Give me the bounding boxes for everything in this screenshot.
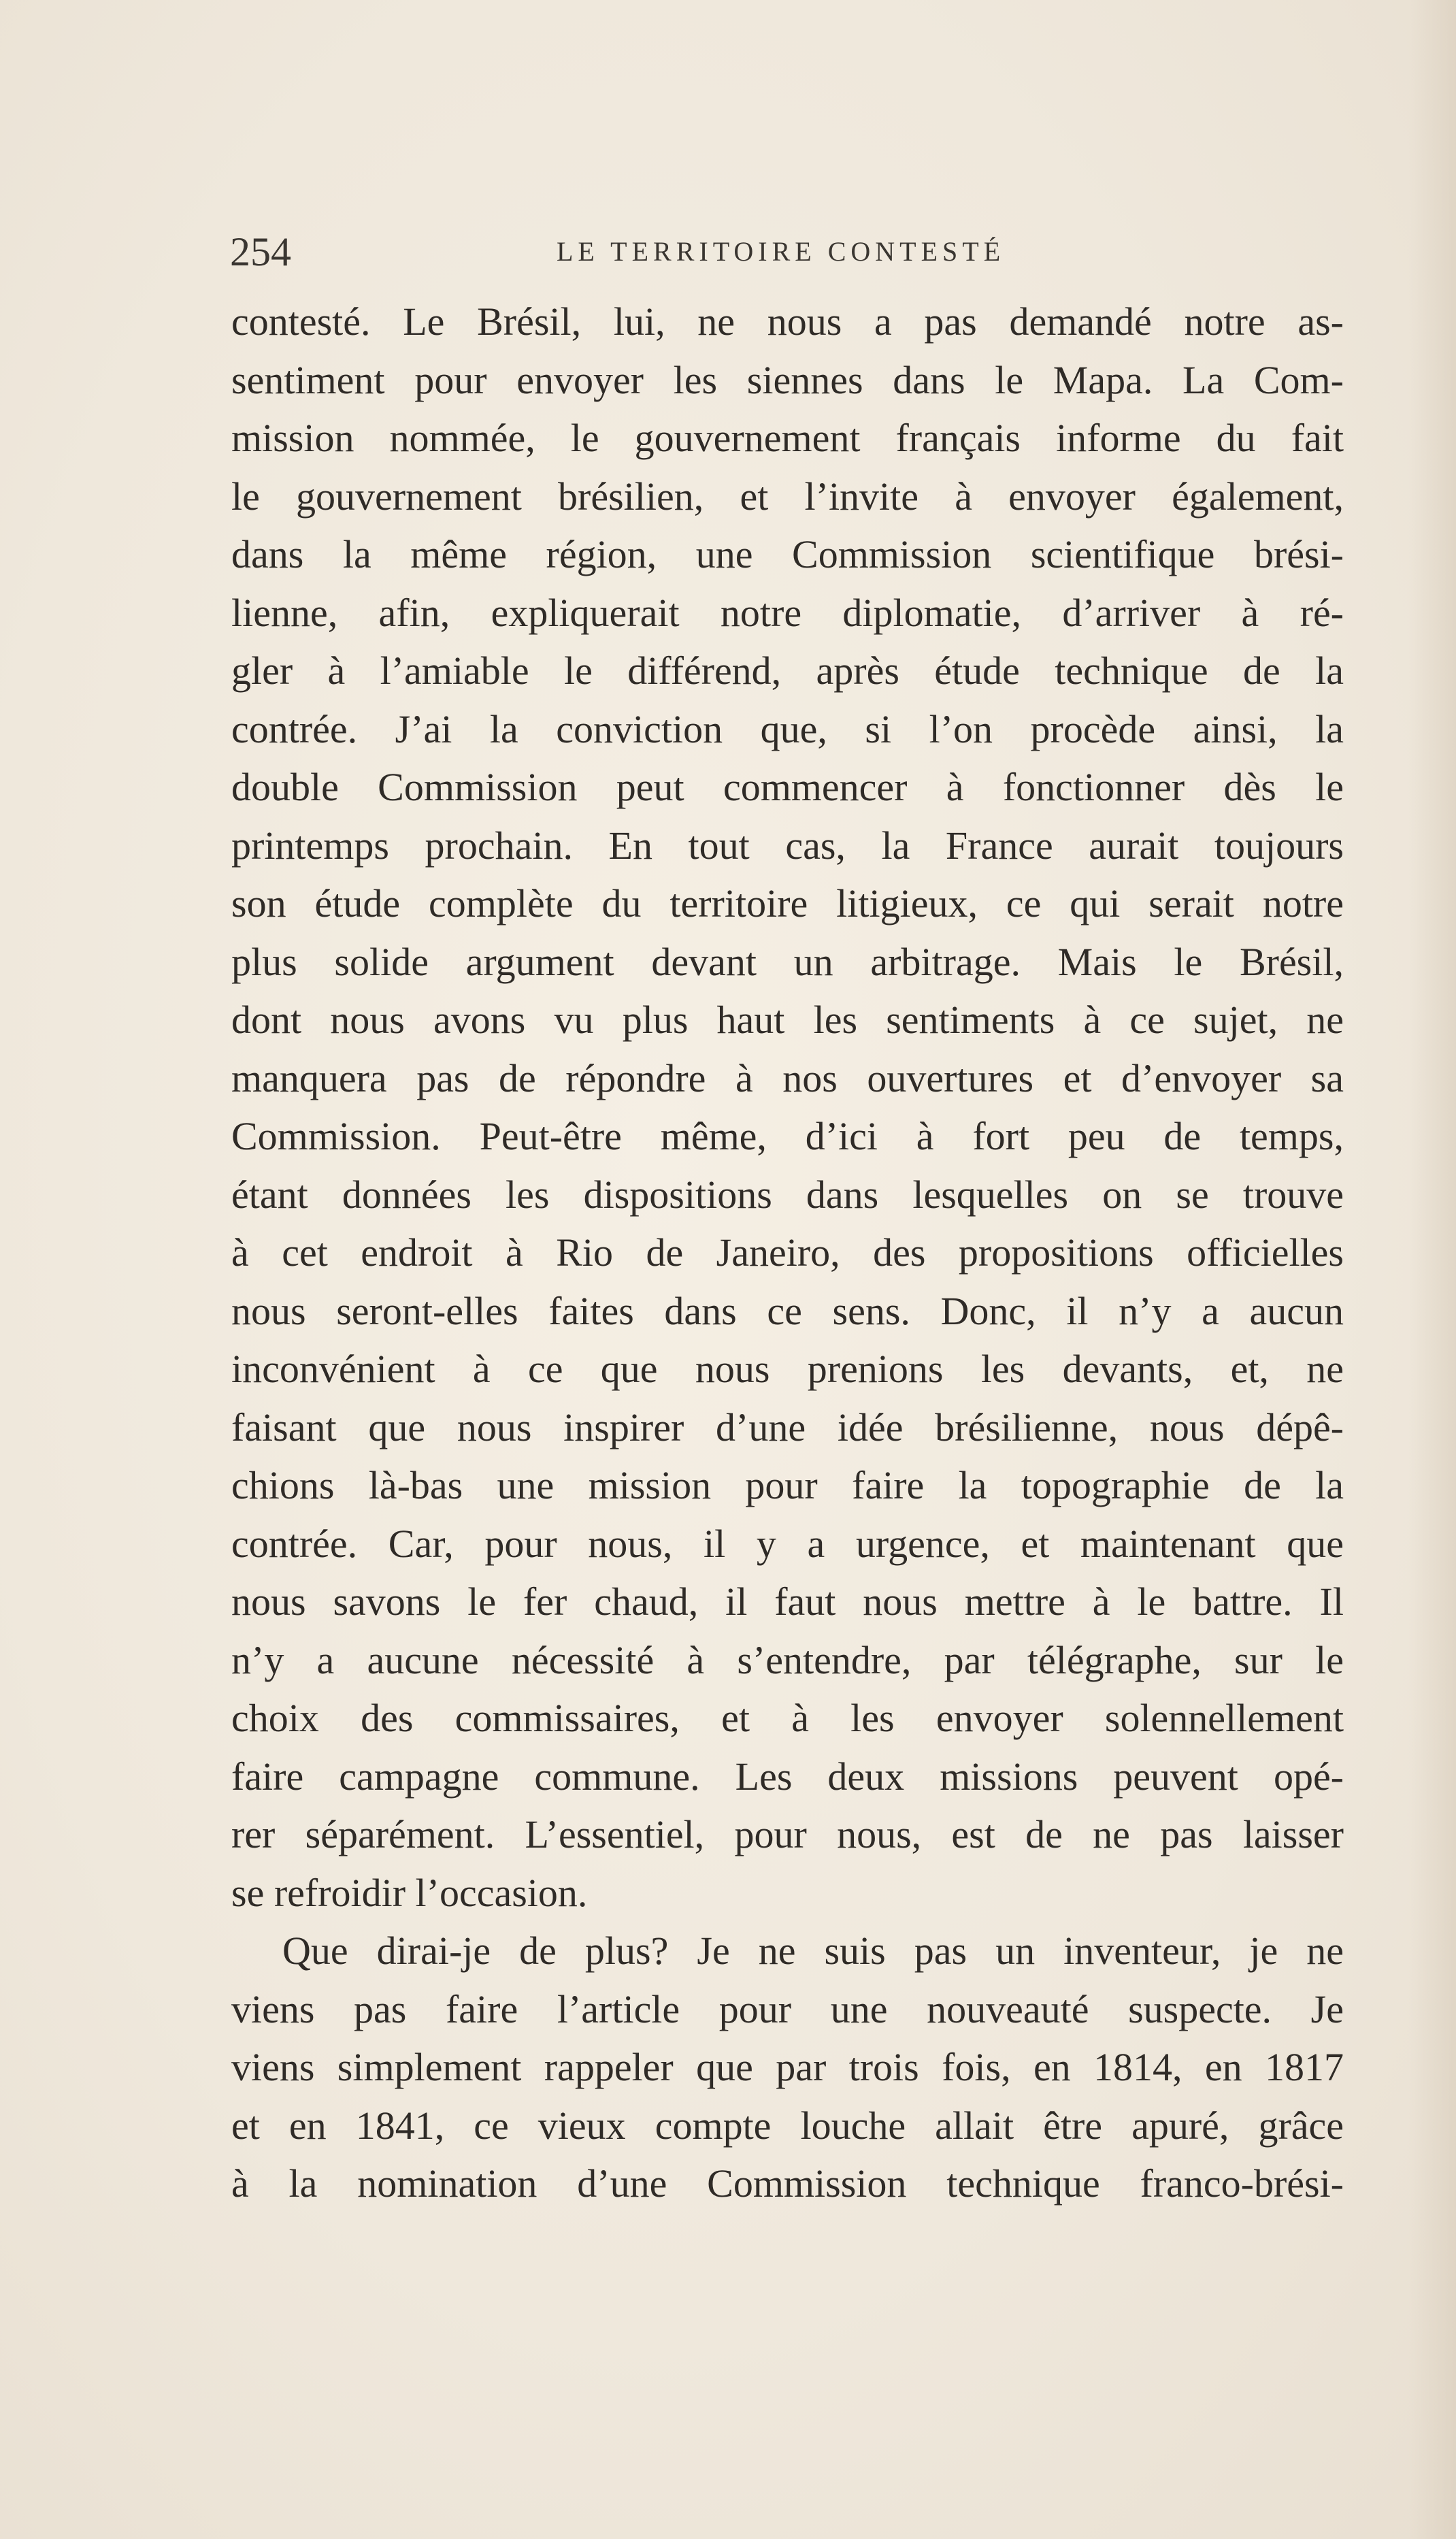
page-edge-shadow (1408, 0, 1456, 2539)
text-line: lienne, afin, expliquerait notre diplomatie, d’arriver à ré- (231, 590, 1344, 635)
text-line: plus solide argument devant un arbitrage. Mais le Brésil, (231, 939, 1344, 984)
text-line: contrée. Car, pour nous, il y a urgence, et maintenant que (231, 1521, 1344, 1566)
text-line: dont nous avons vu plus haut les sentiments à ce sujet, ne (231, 998, 1344, 1042)
running-head: LE TERRITOIRE CONTESTÉ (557, 236, 1006, 267)
text-line: rer séparément. L’essentiel, pour nous, est de ne pas laisser (231, 1812, 1344, 1856)
text-line: viens simplement rappeler que par trois fois, en 1814, en 1817 (231, 2045, 1344, 2089)
text-line: contrée. J’ai la conviction que, si l’on procède ainsi, la (231, 706, 1344, 751)
text-line: manquera pas de répondre à nos ouvertures et d’envoyer sa (231, 1055, 1344, 1100)
text-line: contesté. Le Brésil, lui, ne nous a pas demandé notre as- (231, 299, 1344, 344)
text-line: son étude complète du territoire litigieux, ce qui serait notre (231, 881, 1344, 925)
text-line: viens pas faire l’article pour une nouveauté suspecte. Je (231, 1986, 1344, 2031)
text-line: n’y a aucune nécessité à s’entendre, par télégraphe, sur le (231, 1637, 1344, 1682)
text-line: double Commission peut commencer à fonctionner dès le (231, 765, 1344, 809)
paragraph-1 (231, 293, 1344, 1922)
paragraph-2 (231, 1922, 1344, 2213)
text-line: sentiment pour envoyer les siennes dans le Mapa. La Com- (231, 357, 1344, 402)
text-line: nous seront-elles faites dans ce sens. Donc, il n’y a aucun (231, 1288, 1344, 1333)
text-line: Que dirai-je de plus? Je ne suis pas un inventeur, je ne (282, 1929, 1344, 1973)
text-line: gler à l’amiable le différend, après étude technique de la (231, 649, 1344, 693)
text-line: se refroidir l’occasion. (231, 1870, 588, 1915)
text-line: faire campagne commune. Les deux missions peuvent opé- (231, 1754, 1344, 1799)
text-line: faisant que nous inspirer d’une idée brésilienne, nous dépê- (231, 1405, 1344, 1449)
text-line: dans la même région, une Commission scientifique brési- (231, 532, 1344, 576)
text-line: et en 1841, ce vieux compte louche allait être apuré, grâce (231, 2103, 1344, 2148)
text-line: à la nomination d’une Commission technique franco-brési- (231, 2161, 1344, 2206)
body-text (231, 293, 1344, 2213)
text-line: mission nommée, le gouvernement français informe du fait (231, 416, 1344, 460)
text-line: le gouvernement brésilien, et l’invite à envoyer également, (231, 474, 1344, 519)
text-line: nous savons le fer chaud, il faut nous mettre à le battre. Il (231, 1579, 1344, 1624)
text-line: chions là-bas une mission pour faire la topographie de la (231, 1463, 1344, 1507)
text-line: inconvénient à ce que nous prenions les devants, et, ne (231, 1347, 1344, 1391)
text-line: Commission. Peut-être même, d’ici à fort peu de temps, (231, 1114, 1344, 1158)
text-line: choix des commissaires, et à les envoyer solennellement (231, 1696, 1344, 1740)
page-number: 254 (230, 229, 291, 274)
text-line: étant données les dispositions dans lesquelles on se trouve (231, 1172, 1344, 1217)
text-line: à cet endroit à Rio de Janeiro, des propositions officielles (231, 1230, 1344, 1275)
text-line: printemps prochain. En tout cas, la France aurait toujours (231, 823, 1344, 868)
page-header (230, 225, 1346, 279)
